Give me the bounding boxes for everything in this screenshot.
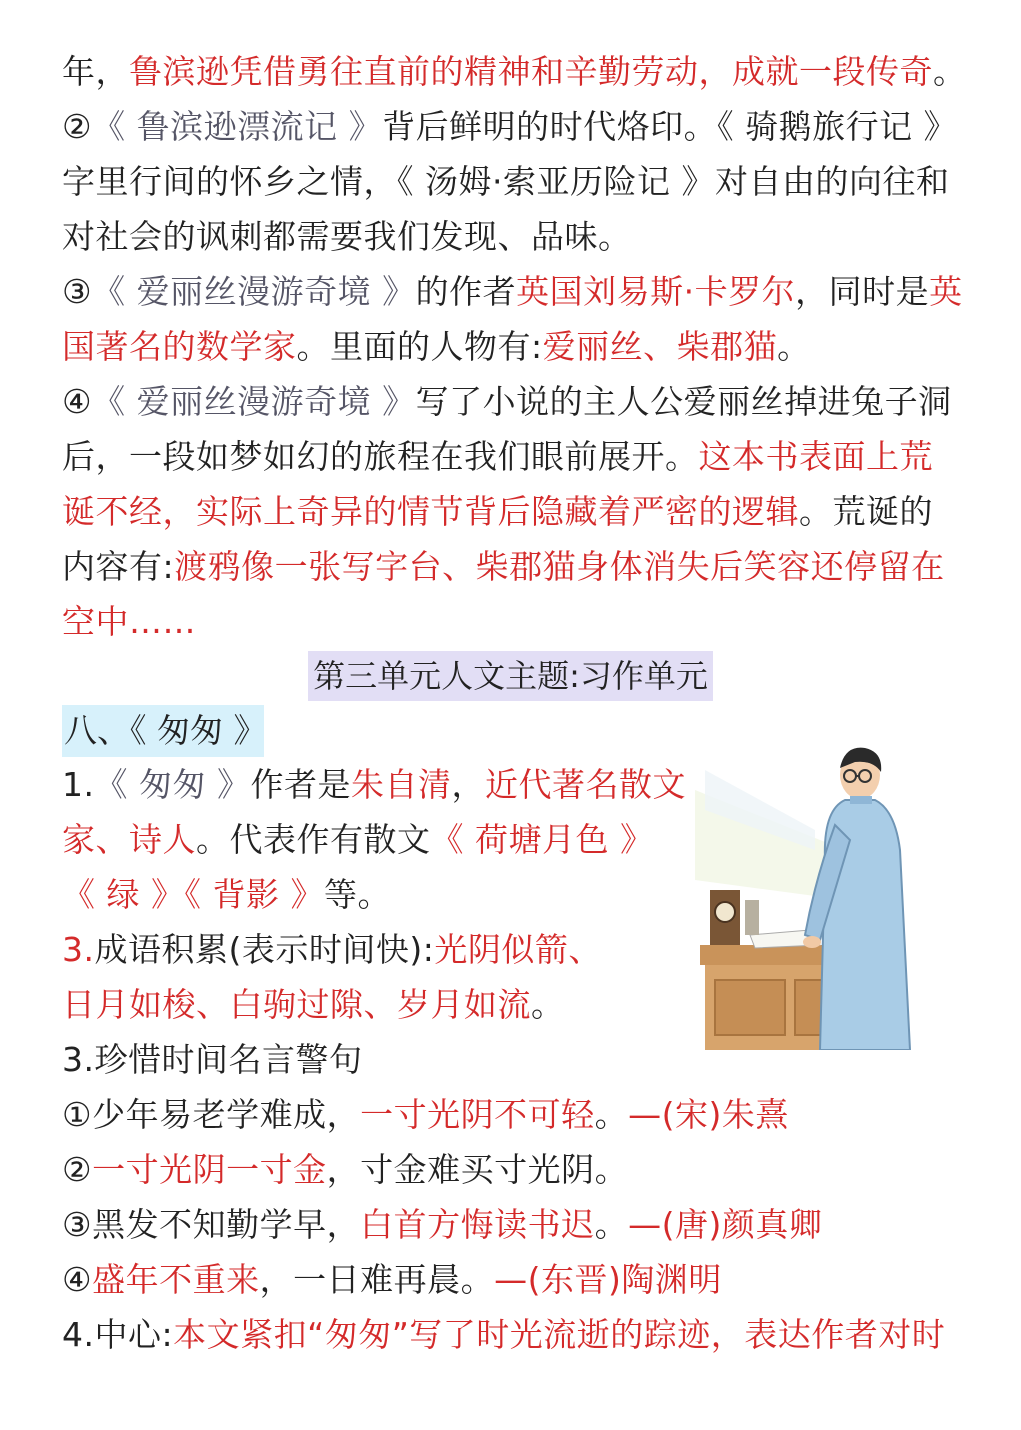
- text-segment: 白首方悔读书迟: [360, 1205, 595, 1244]
- text-segment: 光阴似箭、: [434, 930, 602, 969]
- text-segment: ，同时是: [795, 272, 930, 311]
- text-line: [62, 160, 949, 204]
- text-segment: 内容有:: [62, 547, 175, 586]
- text-segment: 1.: [62, 765, 95, 804]
- text-segment: ④: [62, 382, 93, 421]
- text-segment: ④: [62, 1260, 93, 1299]
- text-segment: 的作者: [415, 272, 517, 311]
- text-segment: 这本书表面上荒: [698, 437, 933, 476]
- text-segment: 3.珍惜时间名言警句: [62, 1040, 363, 1079]
- text-line: [62, 380, 952, 424]
- text-line: [62, 1203, 822, 1247]
- zhu-ziqing-illustration: [695, 730, 935, 1050]
- text-segment: 。: [777, 327, 811, 366]
- text-segment: ，一日难再晨。: [259, 1260, 495, 1299]
- text-line: [62, 1258, 722, 1302]
- text-line: [62, 1093, 789, 1137]
- text-segment: 鲁滨逊凭借勇往直前的精神和辛勤劳动，成就一段传奇: [129, 52, 933, 91]
- text-line: [62, 818, 653, 862]
- text-segment: 。: [594, 1095, 629, 1134]
- text-segment: 诞不经，实际上奇异的情节背后隐藏着严密的逻辑: [62, 492, 799, 531]
- text-segment: 空中……: [62, 602, 196, 641]
- text-segment: 《 爱丽丝漫游奇境 》: [92, 272, 416, 311]
- text-segment: 《 荷塘月色 》: [430, 820, 654, 859]
- lesson-heading: [62, 705, 267, 757]
- text-segment: —(宋)朱熹: [628, 1095, 789, 1134]
- text-segment: 写了小说的主人公爱丽丝掉进兔子洞: [415, 382, 952, 421]
- text-line: [62, 763, 686, 807]
- text-segment: 字里行间的怀乡之情，《 汤姆·索亚历险记 》对自由的向往和: [62, 162, 950, 201]
- text-segment: 背后鲜明的时代烙印。《 骑鹅旅行记 》: [382, 107, 958, 146]
- text-segment: 日月如梭、白驹过隙、岁月如流: [62, 985, 531, 1024]
- text-line: [62, 435, 933, 479]
- unit-theme-banner: [308, 651, 713, 701]
- text-segment: 英国刘易斯·卡罗尔: [516, 272, 796, 311]
- text-segment: 国著名的数学家: [62, 327, 297, 366]
- text-segment: 成语积累(表示时间快):: [94, 930, 435, 969]
- unit-theme-text: 第三单元人文主题:习作单元: [313, 657, 708, 695]
- text-segment: ，寸金难买寸光阴。: [326, 1150, 629, 1189]
- text-segment: ②: [62, 107, 93, 146]
- text-segment: ③黑发不知勤学早，: [62, 1205, 361, 1244]
- lesson-heading-text: 八、《 匆匆 》: [64, 711, 267, 750]
- text-segment: 。: [531, 985, 565, 1024]
- text-line: [62, 873, 391, 917]
- text-segment: 。荒诞的: [799, 492, 933, 531]
- text-line: [62, 215, 632, 259]
- text-segment: 一寸光阴一寸金: [92, 1150, 327, 1189]
- text-segment: 家、诗人: [62, 820, 196, 859]
- text-segment: 《 爱丽丝漫游奇境 》: [92, 382, 416, 421]
- text-segment: 英: [929, 272, 963, 311]
- text-segment: 渡鸦像一张写字台、柴郡猫身体消失后笑容还停留在: [174, 547, 945, 586]
- text-segment: 对社会的讽刺都需要我们发现、品味。: [62, 217, 632, 256]
- text-line: [62, 1148, 628, 1192]
- text-segment: 《 鲁滨逊漂流记 》: [92, 107, 383, 146]
- text-segment: ②: [62, 1150, 93, 1189]
- text-segment: 年，: [62, 52, 129, 91]
- text-segment: 。: [933, 52, 967, 91]
- text-line: [62, 50, 967, 94]
- text-line: [62, 545, 945, 589]
- text-line: [62, 983, 565, 1027]
- text-segment: 盛年不重来: [92, 1260, 260, 1299]
- text-segment: 等。: [323, 875, 391, 914]
- text-line: [62, 270, 963, 314]
- text-segment: 爱丽丝、柴郡猫: [542, 327, 778, 366]
- text-segment: 一寸光阴不可轻: [360, 1095, 595, 1134]
- text-line: [62, 1313, 945, 1357]
- text-segment: 3.: [62, 930, 95, 969]
- text-segment: 朱自清: [350, 765, 452, 804]
- text-segment: 。里面的人物有:: [296, 327, 543, 366]
- text-line: [62, 1038, 363, 1082]
- text-line: [62, 325, 811, 369]
- text-segment: 4.中心:: [62, 1315, 174, 1354]
- text-segment: ③: [62, 272, 93, 311]
- text-segment: —(东晋)陶渊明: [494, 1260, 722, 1299]
- text-segment: 本文紧扣“匆匆”写了时光流逝的踪迹，表达作者对时: [173, 1315, 946, 1354]
- text-line: [62, 105, 957, 149]
- text-segment: ，: [451, 765, 485, 804]
- text-line: [62, 490, 933, 534]
- text-segment: 《 匆匆 》: [94, 765, 251, 804]
- text-line: [62, 928, 602, 972]
- text-line: [62, 600, 196, 644]
- text-segment: 。: [594, 1205, 629, 1244]
- text-segment: 后，一段如梦如幻的旅程在我们眼前展开。: [62, 437, 699, 476]
- text-segment: ①少年易老学难成，: [62, 1095, 361, 1134]
- text-segment: 《 绿 》《 背影 》: [62, 875, 324, 914]
- text-segment: —(唐)颜真卿: [628, 1205, 823, 1244]
- text-segment: 。代表作有散文: [196, 820, 431, 859]
- text-segment: 作者是: [250, 765, 351, 804]
- text-segment: 近代著名散文: [484, 765, 686, 804]
